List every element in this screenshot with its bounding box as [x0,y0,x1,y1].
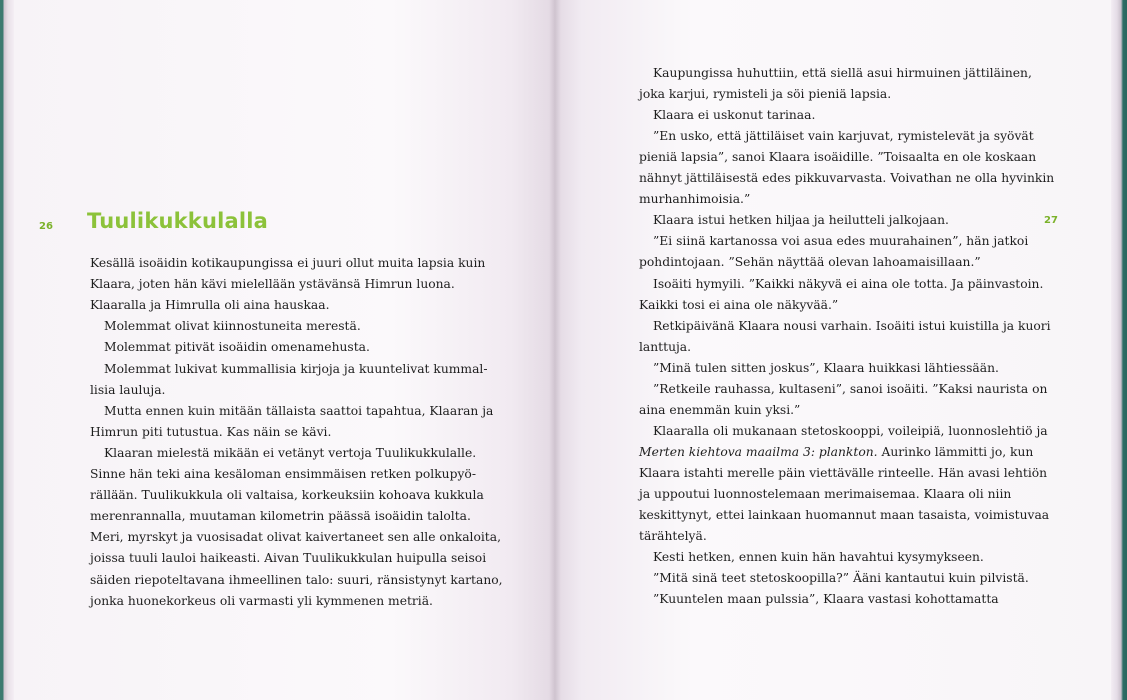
text-line [90,362,488,376]
text-line-content: Klaara, joten hän kävi mielellään ystävänsä Himrun luona. [90,277,455,292]
text-line-content: aina enemmän kuin yksi.” [639,402,801,417]
text-line [90,277,455,291]
book-gutter [549,0,561,700]
text-line [639,108,815,122]
book-cover-edge-left [0,0,14,700]
text-line [90,298,329,312]
text-line [639,234,1028,248]
text-line [90,404,493,418]
text-line [90,551,486,565]
text-line-content: jonka huonekorkeus oli varmasti yli kymmenen metriä. [90,593,433,608]
text-line [639,66,1032,80]
text-line-content: Kaupungissa huhuttiin, että siellä asui hirmuinen jättiläinen, [653,66,1032,80]
text-line-content: pieniä lapsia”, sanoi Klaara isoäidille. ”Toisaalta en ole koskaan [639,150,1037,165]
text-line-content: pohdintojaan. ”Sehän näyttää olevan lahoamaisillaan.” [639,255,981,270]
text-line [639,340,691,354]
text-line-content: nähnyt jättiläisestä edes pikkuvarvasta. Voivathan ne olla hyvinkin [639,171,1055,186]
text-line [639,529,707,543]
text-line [90,446,476,460]
text-line-content: Aurinko lämmitti jo, kun [877,444,1034,459]
text-line [90,319,361,333]
text-line-content: lanttuja. [639,339,692,354]
text-line-content: Meri, myrskyt ja vuosisadat olivat kaivertaneet sen alle onkaloita, [90,530,501,545]
text-line [639,150,1036,164]
text-line-content: Molemmat olivat kiinnostuneita merestä. [104,319,361,334]
page-number-right: 27 [1044,215,1058,226]
text-line-content: murhanhimoisia.” [639,192,751,207]
text-line [639,87,891,101]
text-line [90,530,501,544]
text-line [90,425,331,439]
text-line [90,573,503,587]
text-line [639,298,838,312]
text-line-content: Klaaralla ja Himrulla oli aina hauskaa. [90,298,330,313]
text-line-content: Kaikki tosi ei aina ole näkyvää.” [639,297,839,312]
text-line [639,192,750,206]
text-line-content: ”Retkeile rauhassa, kultaseni”, sanoi isoäiti. ”Kaksi naurista on [653,381,1048,396]
text-line-content: Molemmat lukivat kummallisia kirjoja ja kuuntelivat kummal- [104,361,488,376]
text-line-content: ”Kuuntelen maan pulssia”, Klaara vastasi kohottamatta [653,592,999,607]
text-line [90,340,370,354]
text-line [639,550,984,564]
text-line-content: Klaaralla oli mukanaan stetoskooppi, voileipiä, luonnoslehtiö ja [653,423,1048,438]
text-line-content: Himrun piti tutustua. Kas näin se kävi. [90,424,332,439]
text-line [639,171,1054,185]
text-line-content: Sinne hän teki aina kesäloman ensimmäisen retken polkupyö- [90,467,476,481]
text-line [639,403,800,417]
text-line-content: Retkipäivänä Klaara nousi varhain. Isoäiti istui kuistilla ja kuori [653,318,1051,333]
text-line-content: Molemmat pitivät isoäidin omenamehusta. [104,340,370,355]
text-line [639,213,949,227]
text-line-content: Klaaran mielestä mikään ei vetänyt vertoja Tuulikukkulalle. [104,445,477,460]
page-number-left: 26 [39,221,53,232]
book-cover-edge-right [1111,0,1127,700]
chapter-title: Tuulikukkulalla [87,209,269,233]
text-line [639,592,999,606]
text-line-content: ”En usko, että jättiläiset vain karjuvat, rymistelevät ja syövät [653,129,1034,144]
text-line [90,594,433,608]
text-line [639,129,1034,143]
text-line-content: ”Minä tulen sitten joskus”, Klaara huikkasi lähtiessään. [653,360,999,375]
text-line [639,424,1048,438]
text-line [90,256,485,270]
text-line-content: tärähtelyä. [639,529,707,544]
text-line [639,445,1033,459]
text-line [90,383,165,397]
text-line [639,319,1051,333]
text-line [639,487,1011,501]
text-line-content: Klaara ei uskonut tarinaa. [653,108,816,123]
text-line-content: merenrannalla, muutaman kilometrin päässä isoäidin talolta. [90,509,471,524]
text-line-content: rällään. Tuulikukkula oli valtaisa, korkeuksiin kohoava kukkula [90,488,484,503]
text-line [639,466,1047,480]
text-line-content: Kesällä isoäidin kotikaupungissa ei juuri ollut muita lapsia kuin [90,256,486,270]
text-line [90,488,484,502]
text-line-content: Kesti hetken, ennen kuin hän havahtui kysymykseen. [653,550,984,565]
text-line [639,255,981,269]
text-line [90,467,476,481]
text-line-content: Mutta ennen kuin mitään tällaista saattoi tapahtua, Klaaran ja [104,403,494,418]
text-line-content: joka karjui, rymisteli ja söi pieniä lapsia. [639,87,892,102]
text-line [639,508,1049,522]
text-line [639,277,1043,291]
text-line [639,571,1029,585]
text-line [90,509,471,523]
text-line-content: ”Mitä sinä teet stetoskoopilla?” Ääni kantautui kuin pilvistä. [653,571,1029,586]
text-line [639,361,999,375]
text-line-content: ja uppoutui luonnostelemaan merimaisemaa. Klaara oli niin [639,487,1012,501]
text-line-content: ”Ei siinä kartanossa voi asua edes muurahainen”, hän jatkoi [653,234,1029,249]
text-line-content: Isoäiti hymyili. ”Kaikki näkyvä ei aina ole totta. Ja päinvastoin. [653,276,1044,291]
text-line-content: lisia lauluja. [90,382,166,397]
text-line-content: Klaara istahti merelle päin viettävälle rinteelle. Hän avasi lehtiön [639,465,1048,480]
book-title-italic: Merten kiehtova maailma 3: plankton. [639,444,878,459]
text-line-content: säiden riepoteltavana ihmeellinen talo: suuri, ränsistynyt kartano, [90,572,503,587]
text-line [639,382,1047,396]
text-line-content: Klaara istui hetken hiljaa ja heilutteli jalkojaan. [653,213,949,228]
text-line-content: joissa tuuli lauloi haikeasti. Aivan Tuulikukkulan huipulla seisoi [90,551,487,566]
text-line-content: keskittynyt, ettei lainkaan huomannut maan tasaista, voimistuvaa [639,508,1050,523]
